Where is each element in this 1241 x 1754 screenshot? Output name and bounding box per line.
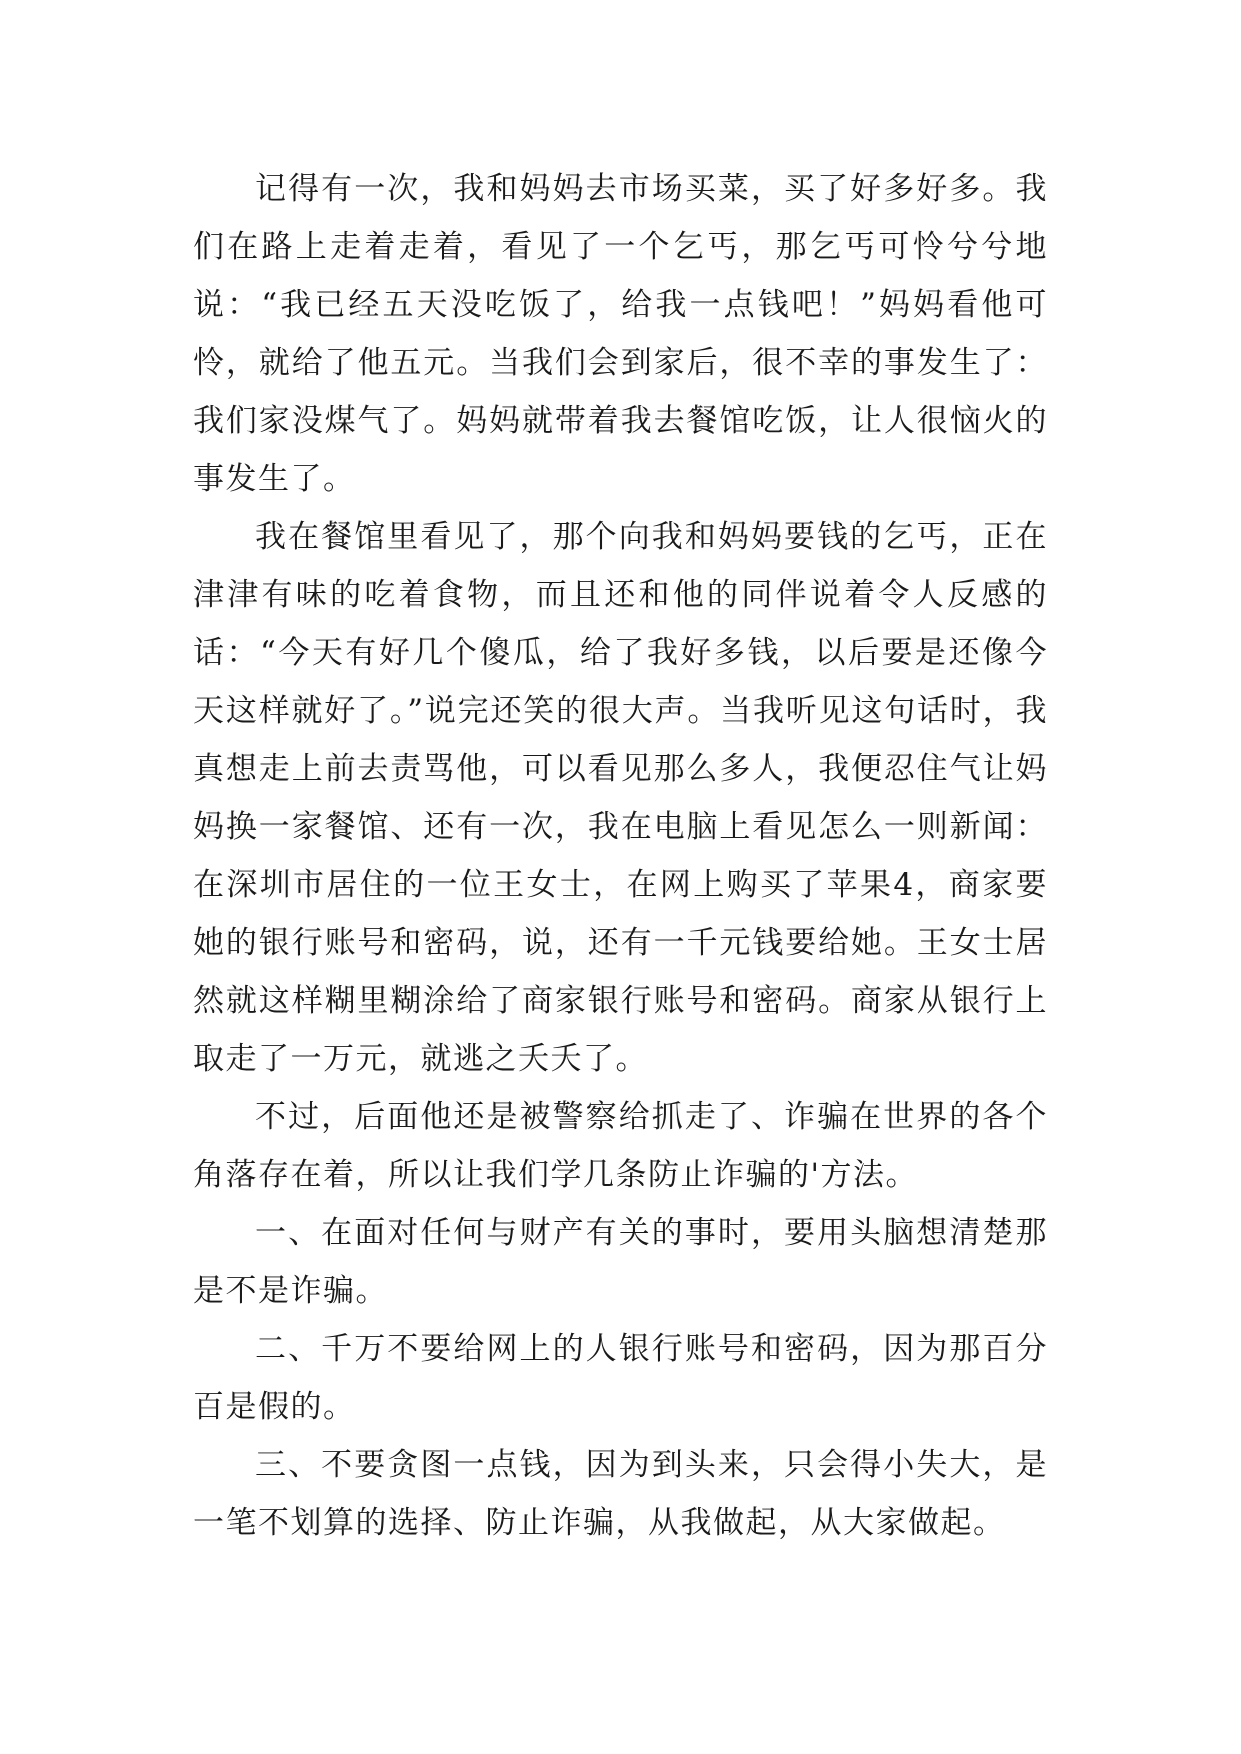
- document-body: [193, 160, 1048, 1552]
- paragraph: 二、千万不要给网上的人银行账号和密码，因为那百分百是假的。: [193, 1331, 1048, 1425]
- paragraph: 三、不要贪图一点钱，因为到头来，只会得小失大，是一笔不划算的选择、防止诈骗，从我做起，从大家做起。: [193, 1447, 1048, 1541]
- paragraph: 不过，后面他还是被警察给抓走了、诈骗在世界的各个角落存在着，所以让我们学几条防止诈骗的'方法。: [193, 1099, 1048, 1193]
- paragraph: 记得有一次，我和妈妈去市场买菜，买了好多好多。我们在路上走着走着，看见了一个乞丐，那乞丐可怜兮兮地说：“我已经五天没吃饭了，给我一点钱吧！”妈妈看他可怜，就给了他五元。当我们会到家后，很不幸的事发生了：我们家没煤气了。妈妈就带着我去餐馆吃饭，让人很恼火的事发生了。: [193, 171, 1048, 497]
- paragraph: 一、在面对任何与财产有关的事时，要用头脑想清楚那是不是诈骗。: [193, 1215, 1048, 1309]
- paragraph: 我在餐馆里看见了，那个向我和妈妈要钱的乞丐，正在津津有味的吃着食物，而且还和他的同伴说着令人反感的话：“今天有好几个傻瓜，给了我好多钱，以后要是还像今天这样就好了。”说完还笑的很大声。当我听见这句话时，我真想走上前去责骂他，可以看见那么多人，我便忍住气让妈妈换一家餐馆、还有一次，我在电脑上看见怎么一则新闻：在深圳市居住的一位王女士，在网上购买了苹果4，商家要她的银行账号和密码，说，还有一千元钱要给她。王女士居然就这样糊里糊涂给了商家银行账号和密码。商家从银行上取走了一万元，就逃之夭夭了。: [193, 519, 1048, 1077]
